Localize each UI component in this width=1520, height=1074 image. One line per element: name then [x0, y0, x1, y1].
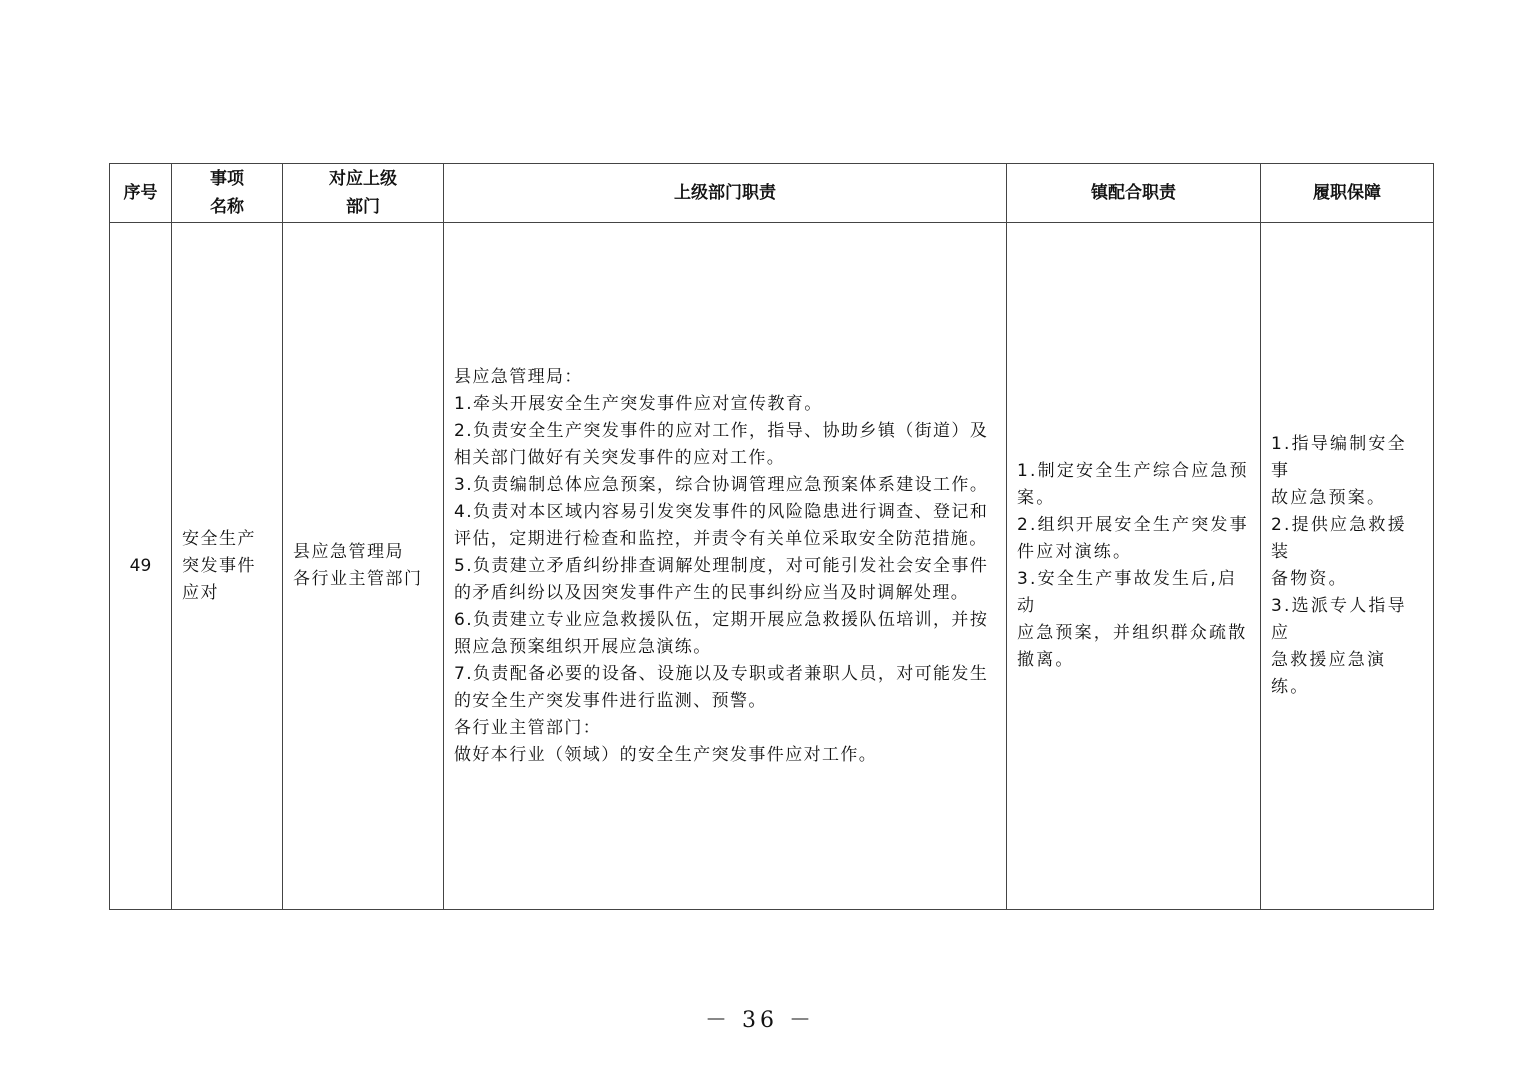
guarantee-line: 急救援应急演练。: [1271, 650, 1387, 697]
guarantee-line: 故应急预案。: [1271, 488, 1387, 508]
item-line: 应对: [182, 582, 219, 603]
town-line: 2.组织开展安全生产突发事: [1017, 515, 1249, 535]
header-superior-duty: 上级部门职责: [444, 164, 1007, 223]
header-guarantee: 履职保障: [1261, 164, 1434, 223]
town-line: 案。: [1017, 488, 1056, 508]
guarantee-line: 2.提供应急救援装: [1271, 515, 1407, 562]
cell-superior-dept: [283, 223, 444, 910]
duty-line: 6.负责建立专业应急救援队伍，定期开展应急救援队伍培训，并按: [454, 609, 989, 630]
duty-line: 相关部门做好有关突发事件的应对工作。: [454, 447, 786, 468]
cell-superior-duty: [444, 223, 1007, 910]
table-row: [110, 223, 1434, 910]
item-line: 突发事件: [182, 555, 256, 576]
duty-line: 2.负责安全生产突发事件的应对工作，指导、协助乡镇（街道）及: [454, 420, 989, 441]
header-row: [110, 164, 1434, 223]
duty-line: 4.负责对本区域内容易引发突发事件的风险隐患进行调查、登记和: [454, 501, 989, 522]
cell-guarantee: [1261, 223, 1434, 910]
guarantee-line: 3.选派专人指导应: [1271, 596, 1407, 643]
header-item-name: [172, 164, 283, 223]
item-line: 安全生产: [182, 528, 256, 549]
town-line: 件应对演练。: [1017, 542, 1133, 562]
duty-line: 照应急预案组织开展应急演练。: [454, 636, 712, 657]
cell-town-duty: [1007, 223, 1261, 910]
duty-line: 评估，定期进行检查和监控，并责令有关单位采取安全防范措施。: [454, 528, 988, 549]
town-line: 撤离。: [1017, 650, 1075, 670]
cell-item-name: [172, 223, 283, 910]
town-line: 3.安全生产事故发生后,启动: [1017, 569, 1238, 616]
header-superior-dept: [283, 164, 444, 223]
dept-line: 各行业主管部门: [293, 569, 423, 589]
duty-line: 做好本行业（领域）的安全生产突发事件应对工作。: [454, 744, 878, 765]
duty-line: 3.负责编制总体应急预案，综合协调管理应急预案体系建设工作。: [454, 474, 989, 495]
duty-line: 7.负责配备必要的设备、设施以及专职或者兼职人员，对可能发生: [454, 663, 989, 684]
dept-line: 县应急管理局: [293, 542, 404, 562]
duty-table: [109, 163, 1434, 910]
duty-line: 5.负责建立矛盾纠纷排查调解处理制度，对可能引发社会安全事件: [454, 555, 989, 576]
duty-line: 的矛盾纠纷以及因突发事件产生的民事纠纷应当及时调解处理。: [454, 582, 970, 603]
duty-line: 的安全生产突发事件进行监测、预警。: [454, 690, 767, 711]
header-item-line: 事项: [210, 169, 244, 189]
duty-line: 1.牵头开展安全生产突发事件应对宣传教育。: [454, 393, 823, 414]
town-line: 1.制定安全生产综合应急预: [1017, 461, 1249, 481]
header-dept-line: 对应上级: [329, 169, 397, 189]
duty-line: 县应急管理局：: [454, 366, 583, 387]
duty-line: 各行业主管部门：: [454, 717, 602, 738]
guarantee-line: 1.指导编制安全事: [1271, 434, 1407, 481]
header-dept-line: 部门: [346, 197, 380, 217]
header-item-line: 名称: [210, 197, 244, 217]
header-seq: 序号: [110, 164, 172, 223]
cell-seq: 49: [110, 223, 172, 910]
town-line: 应急预案，并组织群众疏散: [1017, 623, 1248, 643]
page-number: － 36 －: [705, 1008, 815, 1033]
header-town-duty: 镇配合职责: [1007, 164, 1261, 223]
guarantee-line: 备物资。: [1271, 569, 1348, 589]
